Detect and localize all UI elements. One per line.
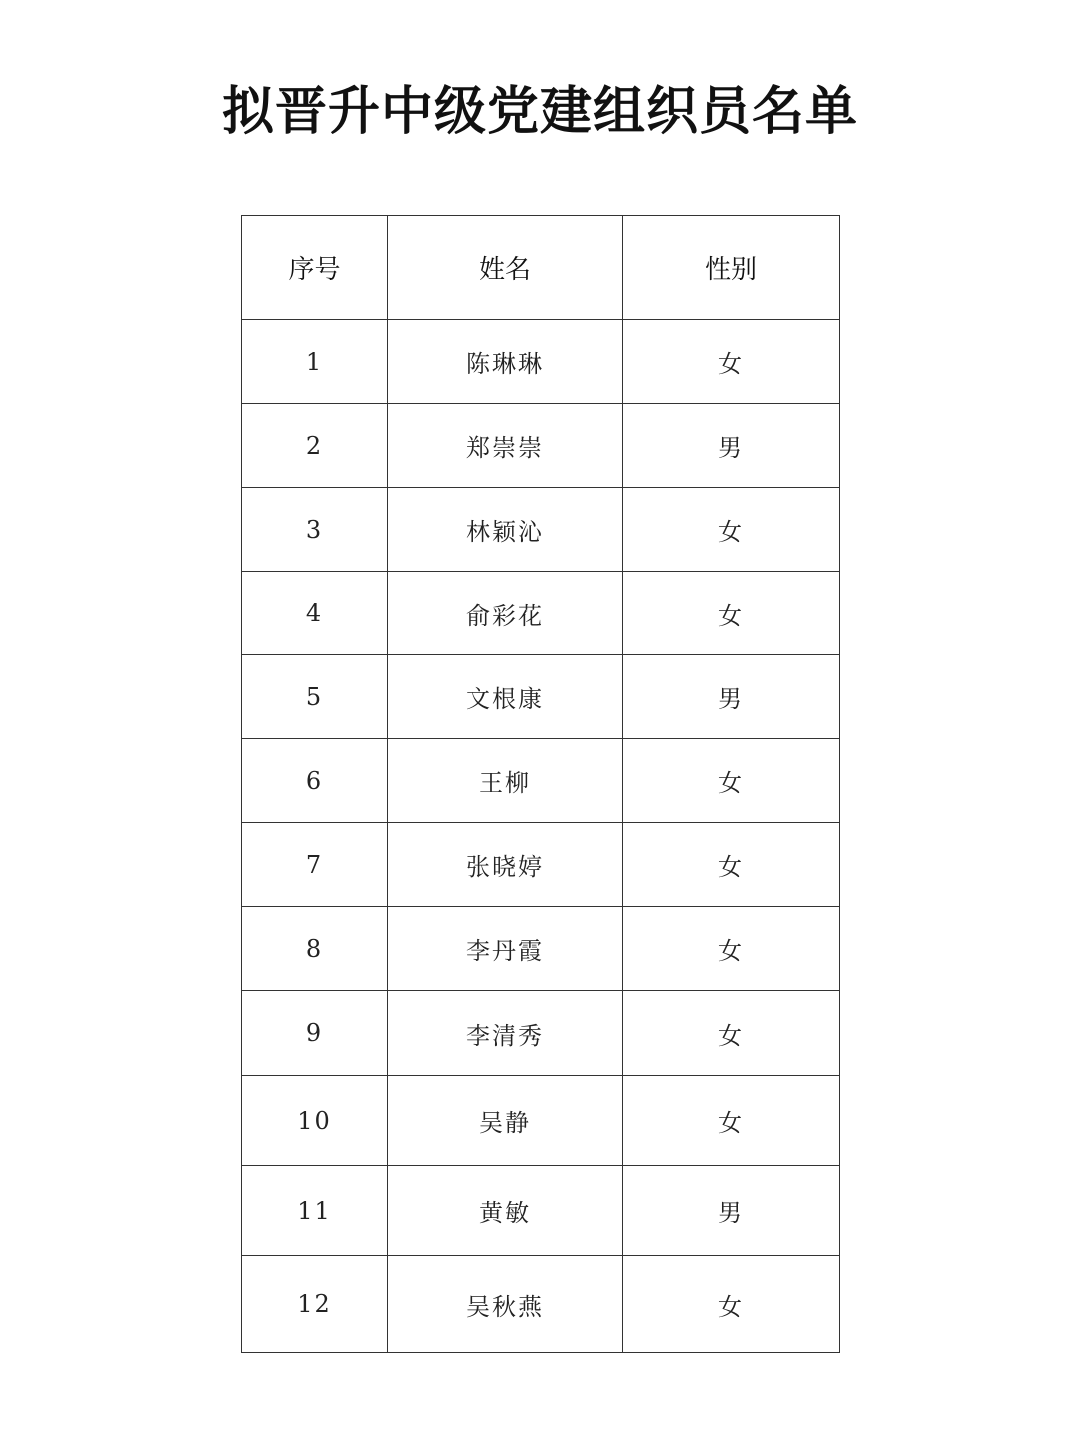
row-gender: 女 bbox=[623, 488, 840, 572]
row-name: 吴秋燕 bbox=[388, 1256, 623, 1353]
header-serial-number: 序号 bbox=[242, 216, 388, 320]
table-row bbox=[242, 488, 840, 572]
row-gender: 女 bbox=[623, 907, 840, 991]
table-row bbox=[242, 739, 840, 823]
row-serial-number: 10 bbox=[242, 1076, 388, 1166]
table-row bbox=[242, 655, 840, 739]
row-gender: 女 bbox=[623, 823, 840, 907]
row-name: 林颖沁 bbox=[388, 488, 623, 572]
row-name: 俞彩花 bbox=[388, 572, 623, 655]
row-gender: 女 bbox=[623, 1076, 840, 1166]
table-row bbox=[242, 572, 840, 655]
row-name: 文根康 bbox=[388, 655, 623, 739]
row-gender: 女 bbox=[623, 991, 840, 1076]
row-gender: 男 bbox=[623, 655, 840, 739]
row-serial-number: 6 bbox=[242, 739, 388, 823]
table-row bbox=[242, 907, 840, 991]
table-row bbox=[242, 404, 840, 488]
row-serial-number: 3 bbox=[242, 488, 388, 572]
row-serial-number: 8 bbox=[242, 907, 388, 991]
row-name: 黄敏 bbox=[388, 1166, 623, 1256]
roster-table bbox=[241, 215, 840, 1353]
row-serial-number: 5 bbox=[242, 655, 388, 739]
page-title: 拟晋升中级党建组织员名单 bbox=[221, 82, 858, 142]
row-serial-number: 4 bbox=[242, 572, 388, 655]
row-serial-number: 12 bbox=[242, 1256, 388, 1353]
header-name: 姓名 bbox=[388, 216, 623, 320]
row-serial-number: 1 bbox=[242, 320, 388, 404]
row-name: 郑崇崇 bbox=[388, 404, 623, 488]
header-gender: 性别 bbox=[623, 216, 840, 320]
row-gender: 女 bbox=[623, 739, 840, 823]
table-row bbox=[242, 1166, 840, 1256]
row-gender: 男 bbox=[623, 1166, 840, 1256]
row-serial-number: 11 bbox=[242, 1166, 388, 1256]
table-row bbox=[242, 1076, 840, 1166]
row-serial-number: 2 bbox=[242, 404, 388, 488]
row-gender: 女 bbox=[623, 1256, 840, 1353]
table-row bbox=[242, 1256, 840, 1353]
row-gender: 女 bbox=[623, 572, 840, 655]
row-serial-number: 7 bbox=[242, 823, 388, 907]
row-name: 王柳 bbox=[388, 739, 623, 823]
row-name: 李丹霞 bbox=[388, 907, 623, 991]
row-gender: 女 bbox=[623, 320, 840, 404]
row-serial-number: 9 bbox=[242, 991, 388, 1076]
table-row bbox=[242, 320, 840, 404]
table-header-row bbox=[242, 216, 840, 320]
row-gender: 男 bbox=[623, 404, 840, 488]
row-name: 陈琳琳 bbox=[388, 320, 623, 404]
row-name: 李清秀 bbox=[388, 991, 623, 1076]
table-row bbox=[242, 823, 840, 907]
row-name: 吴静 bbox=[388, 1076, 623, 1166]
row-name: 张晓婷 bbox=[388, 823, 623, 907]
table-row bbox=[242, 991, 840, 1076]
